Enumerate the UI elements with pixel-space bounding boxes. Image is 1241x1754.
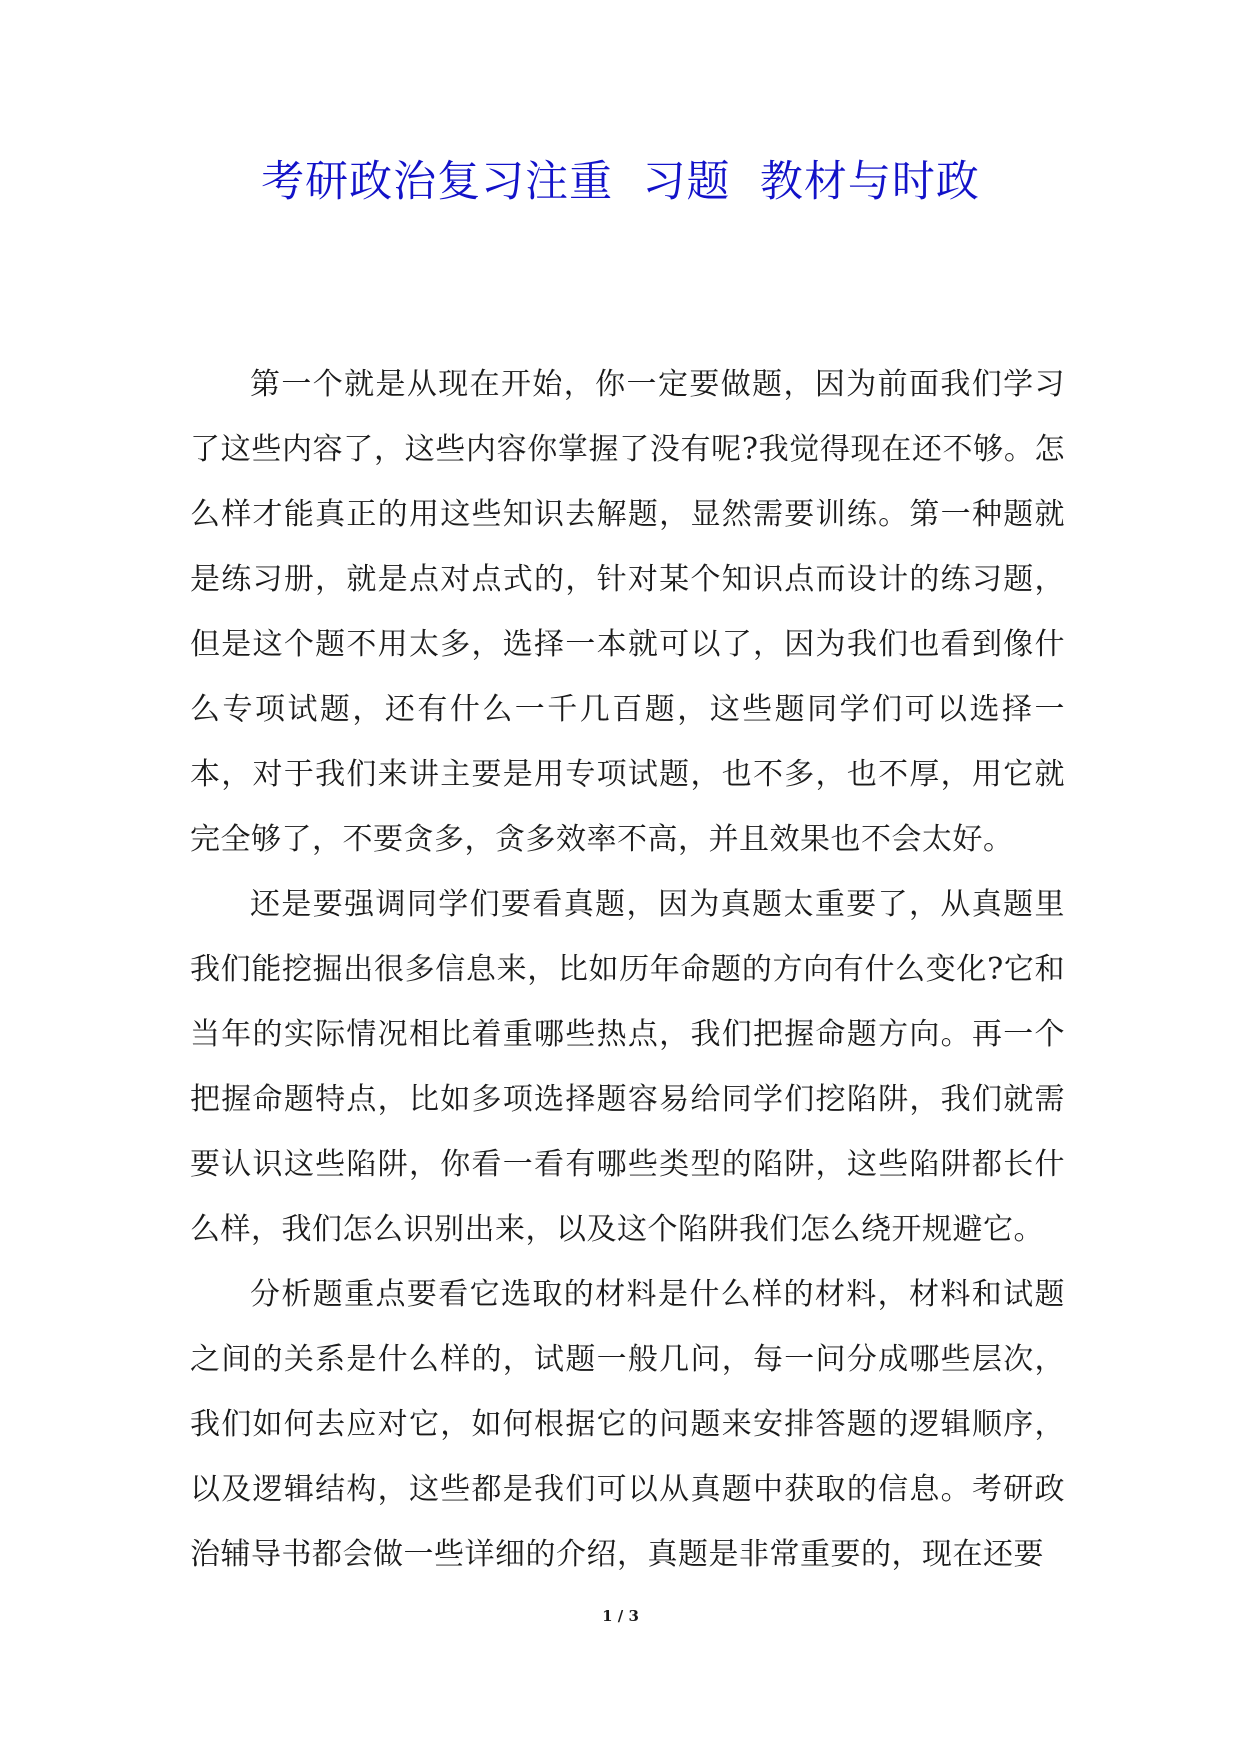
paragraph-2: 还是要强调同学们要看真题，因为真题太重要了，从真题里我们能挖掘出很多信息来，比如历年命题的方向有什么变化?它和当年的实际情况相比着重哪些热点，我们把握命题方向。再一个把握命题特点，比如多项选择题容易给同学们挖陷阱，我们就需要认识这些陷阱，你看一看有哪些类型的陷阱，这些陷阱都长什么样，我们怎么识别出来，以及这个陷阱我们怎么绕开规避它。: [190, 887, 1065, 1247]
document-body: [190, 352, 1065, 1587]
paragraph-3: 分析题重点要看它选取的材料是什么样的材料，材料和试题之间的关系是什么样的，试题一般几问，每一问分成哪些层次，我们如何去应对它，如何根据它的问题来安排答题的逻辑顺序，以及逻辑结构，这些都是我们可以从真题中获取的信息。考研政治辅导书都会做一些详细的介绍，真题是非常重要的，现在还要: [190, 1277, 1065, 1572]
page-number: 1 / 3: [602, 1607, 639, 1625]
document-title: 考研政治复习注重 习题 教材与时政: [261, 157, 980, 207]
paragraph-1: 第一个就是从现在开始，你一定要做题，因为前面我们学习了这些内容了，这些内容你掌握了没有呢?我觉得现在还不够。怎么样才能真正的用这些知识去解题，显然需要训练。第一种题就是练习册，就是点对点式的，针对某个知识点而设计的练习题，但是这个题不用太多，选择一本就可以了，因为我们也看到像什么专项试题，还有什么一千几百题，这些题同学们可以选择一本，对于我们来讲主要是用专项试题，也不多，也不厚，用它就完全够了，不要贪多，贪多效率不高，并且效果也不会太好。: [190, 367, 1065, 857]
